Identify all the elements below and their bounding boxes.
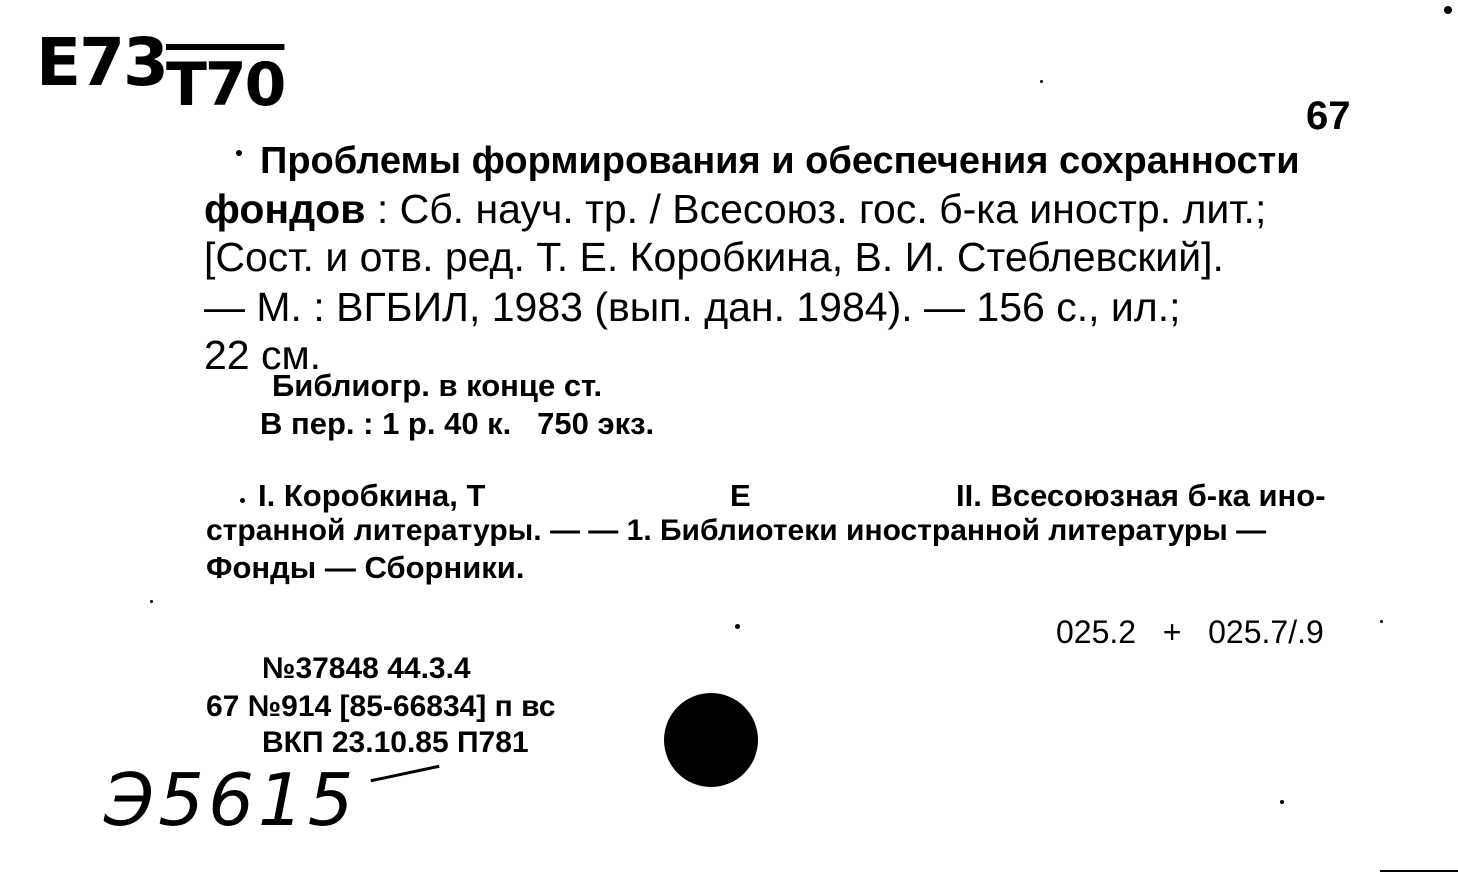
bibliographic-description xyxy=(204,136,1374,396)
title-line-2-bold: фондов xyxy=(204,186,366,232)
title-line-2 xyxy=(204,184,1266,234)
tracing-organization: II. Всесоюзная б-ка ино- xyxy=(956,478,1326,513)
speck xyxy=(1280,800,1284,804)
speck xyxy=(1444,6,1452,14)
speck xyxy=(1380,620,1383,623)
title-line-4: — М. : ВГБИЛ, 1983 (вып. дан. 1984). — 156 с., ил.; xyxy=(204,284,1181,330)
tracing-initial: Е xyxy=(730,478,751,513)
stat-line-3: ВКП 23.10.85 П781 xyxy=(262,726,529,759)
title-line-5: 22 см. xyxy=(204,332,322,378)
tracing-subjects-end: Фонды — Сборники. xyxy=(206,550,525,585)
stat-line-2: 67 №914 [85-66834] п вс xyxy=(206,690,556,723)
handwritten-stroke xyxy=(370,765,439,782)
speck xyxy=(240,498,245,503)
stat-line-1: №37848 44.3.4 xyxy=(262,652,471,685)
card-number: 67 xyxy=(1306,94,1351,138)
title-line-3: [Сост. и отв. ред. Т. Е. Коробкина, В. И. Стеблевский]. xyxy=(204,234,1224,280)
edge-line xyxy=(1380,870,1458,872)
tracing-subjects: странной литературы. — — 1. Библиотеки иностранной литературы — xyxy=(206,514,1267,547)
speck xyxy=(150,600,153,603)
tracing-author: I. Коробкина, Т xyxy=(258,478,486,513)
note-price: В пер. : 1 р. 40 к. 750 экз. xyxy=(260,406,655,441)
speck xyxy=(236,150,242,156)
speck xyxy=(735,624,740,629)
speck xyxy=(1040,80,1043,83)
handwritten-inventory-number: Э5615 xyxy=(104,758,358,842)
punch-hole xyxy=(664,693,758,787)
note-bibliography: Библиогр. в конце ст. xyxy=(272,368,603,403)
handwritten-index: Е73 xyxy=(36,24,167,101)
title-line-2-rest: : Сб. науч. тр. / Всесоюз. гос. б-ка иностр. лит.; xyxy=(365,186,1267,232)
classification-number: 025.2 + 025.7/.9 xyxy=(1056,614,1324,650)
handwritten-index-underlined: Т70 xyxy=(166,50,285,120)
title-line-1: Проблемы формирования и обеспечения сохранности xyxy=(260,140,1300,182)
